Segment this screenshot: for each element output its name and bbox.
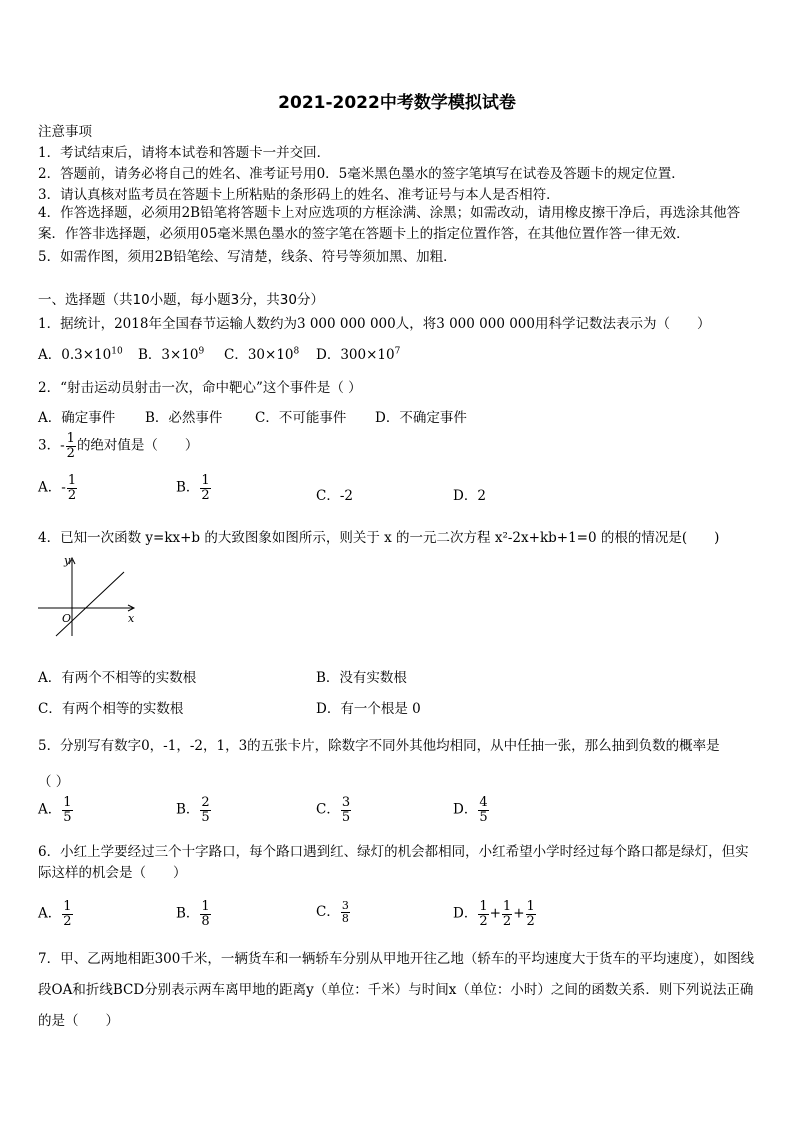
fraction: $\frac{1}{2}$ bbox=[502, 899, 512, 929]
q3-option-c: C．-2 bbox=[316, 488, 353, 504]
notes-heading: 注意事项 bbox=[38, 124, 92, 140]
question-2-stem: 2．“射击运动员射击一次，命中靶心”这个事件是（ ） bbox=[38, 380, 362, 396]
note-item-2: 2．答题前，请务必将自己的姓名、准考证号用0．5毫米黑色墨水的签字笔填写在试卷及答题卡的规定位置． bbox=[38, 166, 685, 182]
question-3-stem: 3．- $\frac{1}{2}$ 的绝对值是（ ） bbox=[38, 431, 199, 461]
q1-option-c: C．$30\times 10^8$ bbox=[224, 346, 300, 363]
fraction: $\frac{1}{2}$ bbox=[526, 899, 535, 929]
function-line bbox=[56, 572, 124, 636]
fraction: $\frac{3}{8}$ bbox=[341, 899, 349, 925]
fraction: $\frac{1}{2}$ bbox=[63, 899, 72, 929]
q6-option-c: C． $\frac{3}{8}$ bbox=[316, 899, 349, 925]
fraction: $\frac{1}{8}$ bbox=[201, 899, 210, 929]
note-item-3: 3．请认真核对监考员在答题卡上所粘贴的条形码上的姓名、准考证号与本人是否相符． bbox=[38, 187, 560, 203]
fraction: $\frac{1}{2}$ bbox=[66, 431, 75, 461]
note-item-1: 1．考试结束后，请将本试卷和答题卡一并交回． bbox=[38, 145, 331, 161]
question-5-stem-cont: （ ） bbox=[38, 774, 70, 790]
q4-option-b: B．没有实数根 bbox=[316, 670, 407, 686]
q1-option-d: D．$300\times 10^7$ bbox=[316, 346, 401, 363]
q2-option-b: B．必然事件 bbox=[145, 410, 223, 426]
fraction: $\frac{1}{5}$ bbox=[63, 795, 72, 825]
q3-option-b: B． $\frac{1}{2}$ bbox=[176, 473, 210, 503]
graph-x-label: x bbox=[128, 612, 135, 625]
q1-option-b: B．$3\times 10^9$ bbox=[138, 346, 205, 363]
fraction: $\frac{2}{5}$ bbox=[201, 795, 210, 825]
note-item-5: 5．如需作图，须用2B铅笔绘、写清楚，线条、符号等须加黑、加粗． bbox=[38, 249, 457, 265]
question-4-stem: 4．已知一次函数 y=kx+b 的大致图象如图所示，则关于 x 的一元二次方程 x²-2x+kb+1=0 的根的情况是( ) bbox=[38, 530, 720, 546]
note-item-4: 4．作答选择题，必须用2B铅笔将答题卡上对应选项的方框涂满、涂黑；如需改动，请用橡皮擦干净后，再选涂其他答案．作答非选择题，必须用05毫米黑色墨水的签字笔在答题卡上的指定位置作答，在其他位置作答一律无效． bbox=[38, 205, 741, 242]
fraction: $\frac{1}{2}$ bbox=[67, 473, 77, 503]
fraction: $\frac{4}{5}$ bbox=[479, 795, 488, 825]
q5-option-c: C． $\frac{3}{5}$ bbox=[316, 795, 351, 825]
fraction: $\frac{3}{5}$ bbox=[341, 795, 351, 825]
fraction: $\frac{1}{2}$ bbox=[479, 899, 488, 929]
q6-option-b: B． $\frac{1}{8}$ bbox=[176, 899, 210, 929]
q6-option-d: D． $\frac{1}{2}$ + $\frac{1}{2}$ + $\frac{1}{2}$ bbox=[453, 899, 535, 929]
q4-option-d: D．有一个根是 0 bbox=[316, 701, 421, 717]
question-6-stem: 6．小红上学要经过三个十字路口，每个路口遇到红、绿灯的机会都相同，小红希望小学时经过每个路口都是绿灯，但实际这样的机会是（ ） bbox=[38, 844, 749, 881]
linear-function-graph bbox=[34, 552, 144, 638]
q5-option-d: D． $\frac{4}{5}$ bbox=[453, 795, 488, 825]
question-5-stem: 5．分别写有数字0，-1，-2，1，3的五张卡片，除数字不同外其他均相同，从中任抽一张，那么抽到负数的概率是 bbox=[38, 738, 720, 754]
q3-option-d: D．2 bbox=[453, 488, 486, 504]
question-1-stem: 1．据统计，2018年全国春节运输人数约为3 000 000 000人，将3 000 000 000用科学记数法表示为（ ） bbox=[38, 316, 711, 332]
q1-option-a: A．$0.3\times 10^{10}$ bbox=[38, 346, 123, 363]
q3-option-a: A．- $\frac{1}{2}$ bbox=[38, 473, 77, 503]
q6-option-a: A． $\frac{1}{2}$ bbox=[38, 899, 72, 929]
q4-option-c: C．有两个相等的实数根 bbox=[38, 701, 184, 717]
q2-option-a: A．确定事件 bbox=[38, 410, 116, 426]
graph-origin-label: O bbox=[62, 612, 72, 625]
graph-y-label: y bbox=[64, 554, 71, 567]
q4-option-a: A．有两个不相等的实数根 bbox=[38, 670, 197, 686]
q5-option-a: A． $\frac{1}{5}$ bbox=[38, 795, 72, 825]
section-heading: 一、选择题（共10小题，每小题3分，共30分） bbox=[38, 292, 324, 308]
q5-option-b: B． $\frac{2}{5}$ bbox=[176, 795, 210, 825]
q2-option-c: C．不可能事件 bbox=[255, 410, 347, 426]
question-7-stem: 7．甲、乙两地相距300千米，一辆货车和一辆轿车分别从甲地开往乙地（轿车的平均速度大于货车的平均速度），如图线段OA和折线BCD分别表示两车离甲地的距离y（单位：千米）与时间x（单位：小时）之间的函数关系．则下列说法正确的是（ ） bbox=[38, 951, 755, 1029]
page-title: 2021-2022中考数学模拟试卷 bbox=[278, 93, 516, 113]
q2-option-d: D．不确定事件 bbox=[375, 410, 467, 426]
fraction: $\frac{1}{2}$ bbox=[201, 473, 210, 503]
